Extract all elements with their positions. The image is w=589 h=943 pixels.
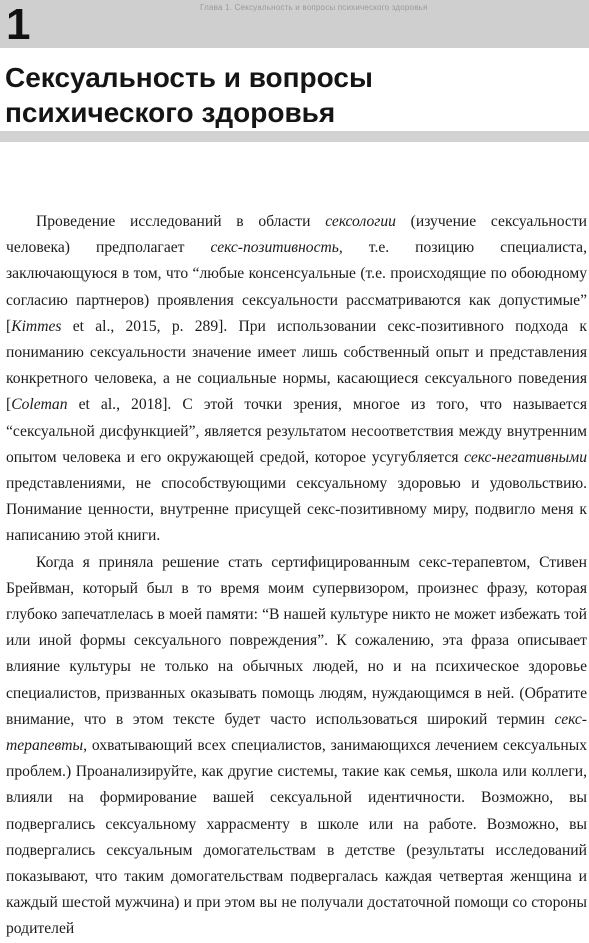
text-run: охватывающий всех специалистов, занимающихся лечением сексуальных проблем.) Проанализируйте, как другие системы, такие как семья, школа или коллеги, влияли на формирование вашей сексуальной идентичности. Возможно, вы подвергались сексуальному харрасменту в школе или на работе. Возможно, вы подвергались сексуальным домогательствам в детстве (результаты исследований показывают, что таким домогательствам подвергалась каждая четвертая женщина и каждый шестой мужчина) и при этом вы не получали достаточной помощи со стороны родителей (6, 737, 587, 938)
text-run: et al., 2015, p. 289]. При использовании секс-позитивного подхода к пониманию сексуальности значение имеет лишь собственный опыт и представления конкретного человека, а не социальные нормы, касающиеся сексуального поведения [ (6, 317, 587, 414)
term-sexology: сексологии (325, 213, 396, 230)
paragraph-2 (6, 550, 587, 943)
running-head: Глава 1. Сексуальность и вопросы психического здоровья (200, 3, 428, 12)
text-run: представлениями, не способствующими сексуальному здоровью и удовольствию. Понимание ценности, внутренне присущей секс-позитивному миру, подвигло меня к написанию этой книги. (6, 475, 587, 545)
text-run: Когда я приняла решение стать сертифицированным секс-терапевтом, Стивен Брейвман, который был в то время моим супервизором, произнес фразу, которая глубоко запечатлелась в моей памяти: “В нашей культуре никто не может избежать той или иной формы сексуального повреждения”. К сожалению, эта фраза описывает влияние культуры не только на обычных людей, но и на психическое здоровье специалистов, призванных оказывать помощь людям, нуждающимся в ней. (Обратите внимание, что в этом тексте будет часто использоваться широкий термин (6, 553, 587, 728)
term-sex-therapists: секс-терапевты, (6, 710, 587, 755)
chapter-number: 1 (6, 0, 31, 49)
title-rule (0, 131, 589, 142)
citation-author: Coleman (11, 396, 68, 414)
text-run: Проведение исследований в области (36, 213, 326, 230)
text-run: (изучение сексуальности человека) предполагает (6, 213, 587, 257)
text-run: et al., 2018]. С этой точки зрения, многое из того, что называется “сексуальной дисфункцией”, является результатом несоответствия между внутренним опытом человека и его окружающей средой, которое усугубляется (6, 396, 587, 466)
chapter-title-line-1: Сексуальность и вопросы (5, 62, 373, 93)
citation-author: Kimmes (11, 317, 62, 335)
chapter-title (5, 60, 575, 130)
text-run: т.е. позицию специалиста, заключающуюся в том, что “любые консенсуальные (т.е. происходящие по обоюдному согласию партнеров) проявления сексуальности рассматриваются как допустимые” [ (6, 239, 587, 335)
chapter-title-line-2: психического здоровья (5, 97, 336, 128)
term-sex-positivity: секс-позитивность, (210, 239, 343, 257)
paragraph-1 (6, 209, 587, 550)
body-text (6, 209, 587, 943)
term-sex-negative: секс-негативными (464, 448, 587, 466)
